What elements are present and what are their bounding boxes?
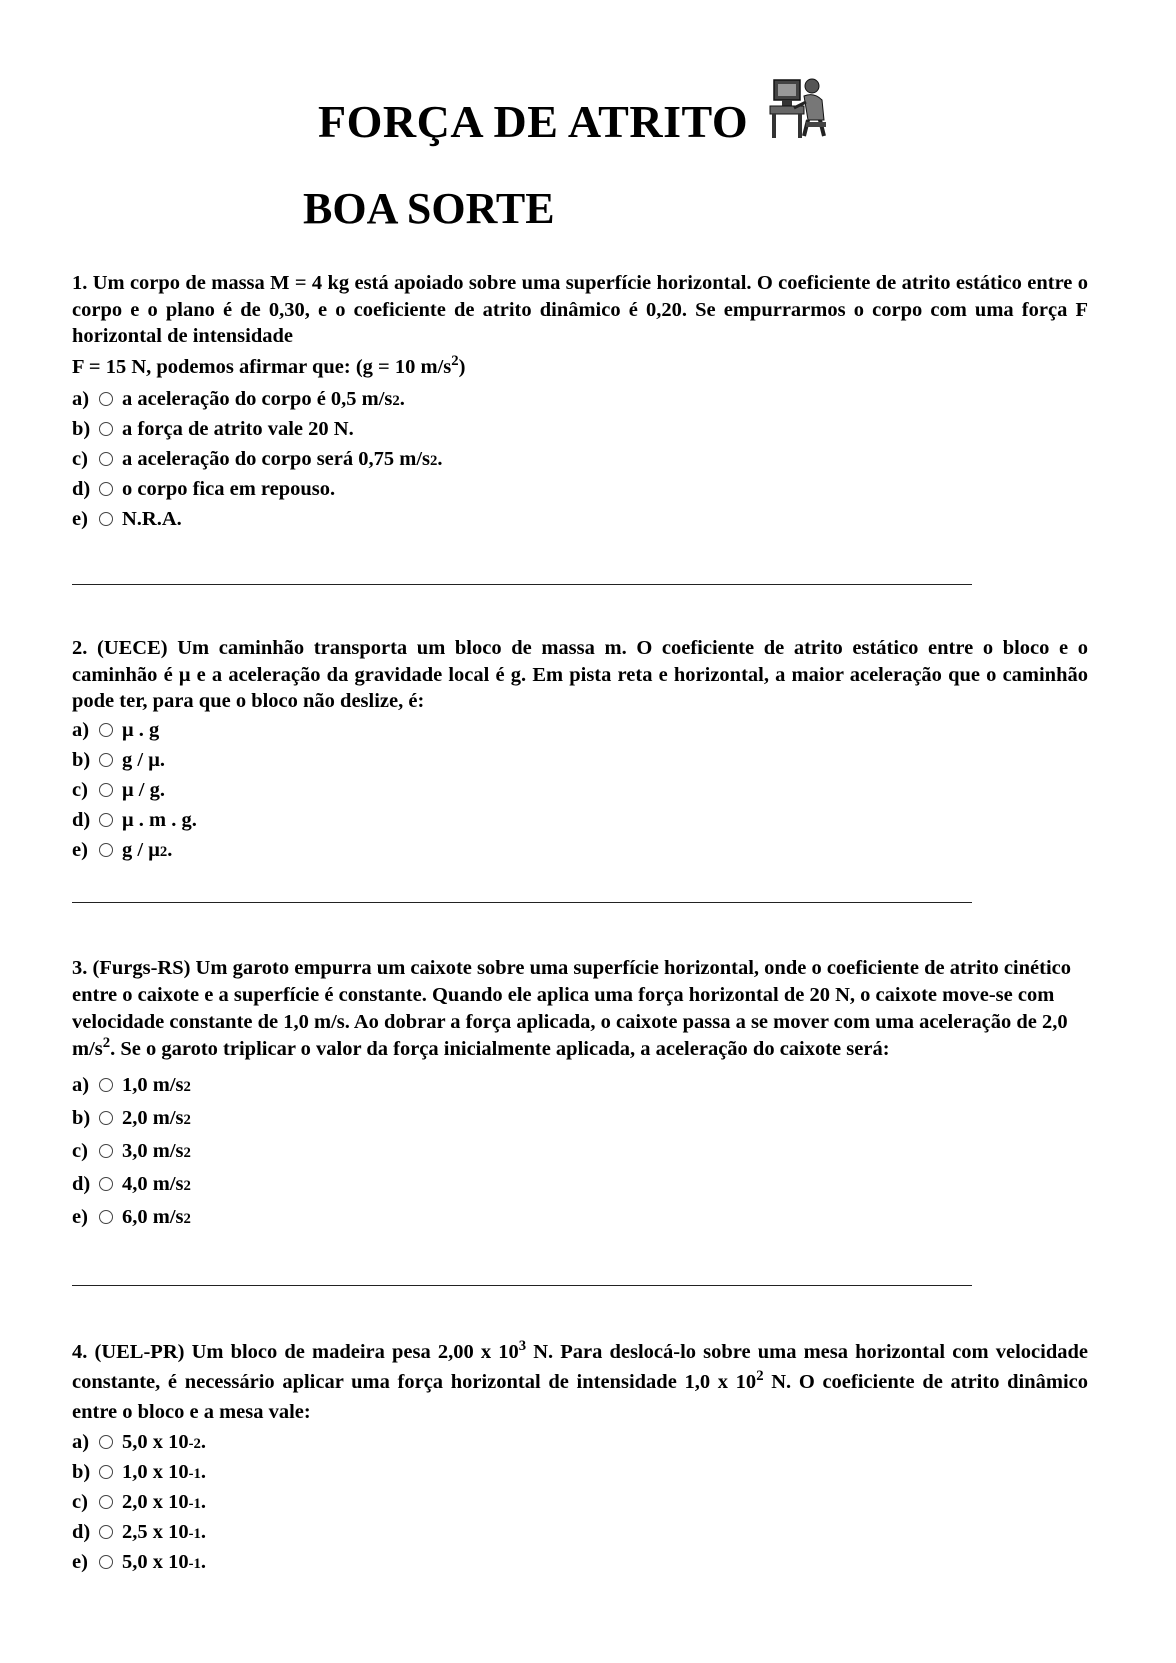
radio-button[interactable] (99, 1525, 113, 1539)
radio-button[interactable] (99, 813, 113, 827)
radio-button[interactable] (99, 512, 113, 526)
question-3 (72, 955, 1088, 1234)
question-1-option-e[interactable]: e) N.R.A. (72, 507, 182, 530)
question-4-option-e[interactable]: e) 5,0 x 10 -1 . (72, 1551, 207, 1573)
question-3-options (72, 1069, 1088, 1234)
question-1-stem-line: F = 15 N, podemos afirmar que: (g = 10 $m/s^2$) (72, 352, 466, 378)
question-1 (72, 270, 1088, 534)
radio-button[interactable] (99, 392, 113, 406)
question-4-option-c[interactable]: c) 2,0 x 10 -1 . (72, 1491, 207, 1513)
radio-button[interactable] (99, 753, 113, 767)
radio-button[interactable] (99, 1111, 113, 1125)
radio-button[interactable] (99, 723, 113, 737)
page-subtitle: BOA SORTE (303, 184, 555, 233)
question-4-option-d[interactable]: d) 2,5 x 10 -1 . (72, 1521, 207, 1543)
question-1-option-a[interactable]: a) a aceleração do corpo é 0,5 m/s 2 . (72, 387, 405, 410)
question-3-option-c[interactable]: c) 3,0 m/s 2 (72, 1140, 191, 1162)
question-1-option-b[interactable]: b) a força de atrito vale 20 N. (72, 417, 354, 440)
question-4-option-a[interactable]: a) 5,0 x 10 -2 . (72, 1431, 207, 1453)
question-2-stem: 2. (UECE) Um caminhão transporta um bloco de massa m. O coeficiente de atrito estático entre o bloco e o caminhão é μ e a aceleração da gravidade local é g. Em pista reta e horizontal, a maior aceleração que o caminhão pode ter, para que o bloco não deslize, é: (72, 637, 1088, 712)
radio-button[interactable] (99, 1495, 113, 1509)
question-2-options (72, 715, 1088, 865)
radio-button[interactable] (99, 1555, 113, 1569)
radio-button[interactable] (99, 452, 113, 466)
question-3-stem: 3. (Furgs-RS) Um garoto empurra um caixote sobre uma superfície horizontal, onde o coeficiente de atrito cinético entre o caixote e a superfície é constante. Quando ele aplica uma força horizontal de 20 N, o caixote move-se com velocidade constante de 1,0 m/s. Ao dobrar a força aplicada, o caixote passa a se mover com uma aceleração de 2,0 $m/s^2$. Se o garoto triplicar o valor da força inicialmente aplicada, a aceleração do caixote será: (72, 957, 1071, 1060)
question-2-option-a[interactable]: a) μ . g (72, 718, 160, 741)
question-4 (72, 1337, 1088, 1577)
radio-button[interactable] (99, 1177, 113, 1191)
question-2-option-c[interactable]: c) μ / g. (72, 778, 165, 801)
separator-line (72, 584, 972, 585)
question-3-option-b[interactable]: b) 2,0 m/s 2 (72, 1107, 191, 1129)
question-2-option-d[interactable]: d) μ . m . g. (72, 808, 197, 831)
radio-button[interactable] (99, 783, 113, 797)
question-1-option-c[interactable]: c) a aceleração do corpo será 0,75 m/s 2 . (72, 447, 443, 470)
question-1-option-d[interactable]: d) o corpo fica em repouso. (72, 477, 336, 500)
radio-button[interactable] (99, 1144, 113, 1158)
question-3-option-a[interactable]: a) 1,0 m/s 2 (72, 1074, 191, 1096)
radio-button[interactable] (99, 843, 113, 857)
radio-button[interactable] (99, 482, 113, 496)
question-2 (72, 635, 1088, 865)
separator-line (72, 902, 972, 903)
separator-line (72, 1285, 972, 1286)
question-3-option-d[interactable]: d) 4,0 m/s 2 (72, 1173, 191, 1195)
person-at-computer-icon (768, 76, 832, 147)
question-1-stem: 1. Um corpo de massa M = 4 kg está apoiado sobre uma superfície horizontal. O coeficiente de atrito estático entre o corpo e o plano é de 0,30, e o coeficiente de atrito dinâmico é 0,20. Se empurrarmos o corpo com uma força F horizontal de intensidade (72, 272, 1088, 347)
question-2-option-e[interactable]: e) g / μ 2 . (72, 838, 173, 861)
title-row (318, 94, 832, 150)
question-1-options (72, 384, 1088, 534)
radio-button[interactable] (99, 422, 113, 436)
radio-button[interactable] (99, 1465, 113, 1479)
page-title: FORÇA DE ATRITO (318, 96, 749, 147)
question-4-option-b[interactable]: b) 1,0 x 10 -1 . (72, 1461, 207, 1483)
radio-button[interactable] (99, 1435, 113, 1449)
question-4-stem: 4. (UEL-PR) Um bloco de madeira pesa 2,00 x $10^3$ N. Para deslocá-lo sobre uma mesa horizontal com velocidade constante, é necessário aplicar uma força horizontal de intensidade 1,0 x $10^2$ N. O coeficiente de atrito dinâmico entre o bloco e a mesa vale: (72, 1338, 1088, 1423)
question-3-option-e[interactable]: e) 6,0 m/s 2 (72, 1206, 191, 1228)
question-4-options (72, 1427, 1088, 1577)
radio-button[interactable] (99, 1078, 113, 1092)
question-2-option-b[interactable]: b) g / μ. (72, 748, 165, 771)
radio-button[interactable] (99, 1210, 113, 1224)
